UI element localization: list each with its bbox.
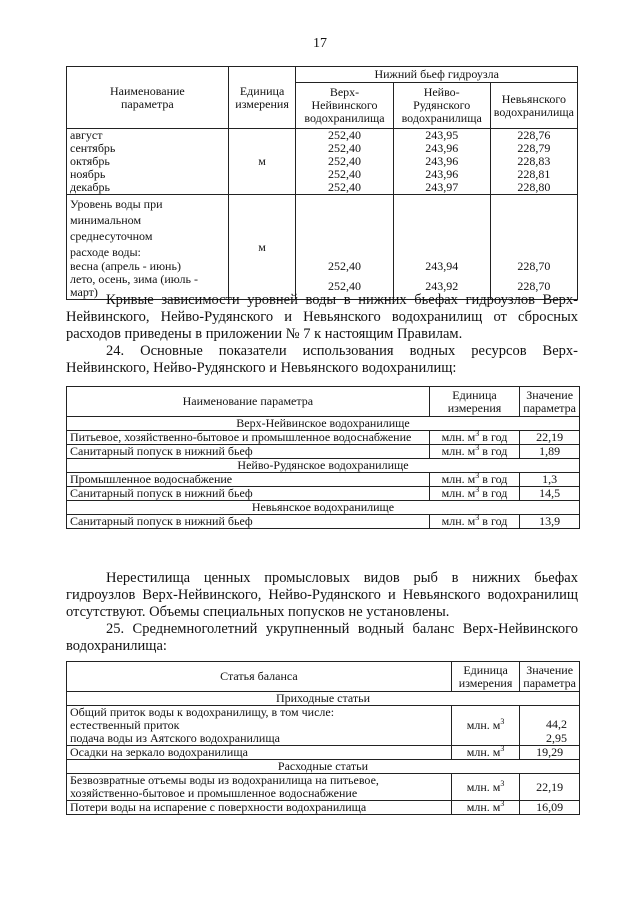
header-verkh-neyvinsky: Верх- Нейвинского водохранилища (296, 83, 393, 129)
unit-cell: млн. $м^3$ в год (429, 473, 520, 487)
row-label: октябрь (67, 155, 229, 168)
minimum-flow-rows (67, 195, 578, 300)
inflow-label: Общий приток воды к водохранилищу, в том числе: естественный приток подача воды из Аятского водохранилища (67, 706, 452, 746)
value-cell: 243,96 (393, 155, 490, 168)
value-cell: 243,96 (393, 142, 490, 155)
section-verkh-neyvinskoe: Верх-Нейвинское водохранилище (67, 417, 580, 431)
section-neyvo-rudyanskoe: Нейво-Рудянское водохранилище (67, 459, 580, 473)
header-parameter: Наименование параметра (67, 67, 229, 129)
table-row (67, 155, 578, 168)
table-row (67, 142, 578, 155)
value-cell: 228,76 (490, 129, 577, 143)
paragraph-24: 24. Основные показатели использования водных ресурсов Верх-Нейвинского, Нейво-Рудянского и Невьянского водохранилищ: (66, 343, 578, 376)
water-use-table (66, 386, 580, 529)
value-cell: 252,40 (296, 142, 393, 155)
row-label: Потери воды на испарение с поверхности водохранилища (67, 801, 452, 815)
value-cell: 252,40 (296, 273, 393, 300)
unit-cell: млн. $м^3$ (451, 801, 519, 815)
header-neyvo-rudyansky: Нейво- Рудянского водохранилища (393, 83, 490, 129)
table-row (67, 746, 580, 760)
value-cell: 243,95 (393, 129, 490, 143)
table-row (67, 473, 580, 487)
unit-cell: млн. $м^3$ в год (429, 445, 520, 459)
unit-cell: м (228, 129, 296, 195)
row-label: Санитарный попуск в нижний бьеф (67, 487, 430, 501)
header-nevyansky: Невьянского водохранилища (490, 83, 577, 129)
header-parameter: Наименование параметра (67, 387, 430, 417)
unit-cell: млн. $м^3$ в год (429, 487, 520, 501)
table-row (67, 706, 580, 746)
section-income: Приходные статьи (67, 692, 580, 706)
value-cell: 14,5 (520, 487, 580, 501)
table-row (67, 129, 578, 143)
value-cell: 19,29 (520, 746, 580, 760)
value-cell: 16,09 (520, 801, 580, 815)
header-unit: Единица измерения (429, 387, 520, 417)
water-balance-table (66, 661, 580, 815)
paragraph-curves: Кривые зависимости уровней воды в нижних бьефах гидроузлов Верх-Нейвинского, Нейво-Рудянского и Невьянского водохранилищ от сбросных расходов приведены в приложении № 7 к настоящим Правилам. (66, 292, 578, 342)
value-cell: 243,97 (393, 181, 490, 195)
section-expense: Расходные статьи (67, 760, 580, 774)
row-label: сентябрь (67, 142, 229, 155)
table-row (67, 195, 578, 261)
header-value: Значение параметра (520, 662, 580, 692)
unit-cell: м (228, 195, 296, 300)
value-cell: 228,79 (490, 142, 577, 155)
row-label: Санитарный попуск в нижний бьеф (67, 445, 430, 459)
value-cell: 22,19 (520, 431, 580, 445)
header-downstream: Нижний бьеф гидроузла (296, 67, 578, 83)
natural-inflow-value: 44,2 (546, 717, 567, 731)
min-flow-label: Уровень воды при минимальном среднесуточном расходе воды: (67, 195, 229, 261)
value-cell: 228,81 (490, 168, 577, 181)
row-label: Безвозвратные отъемы воды из водохранилища на питьевое, хозяйственно-бытовое и промышленное водоснабжение (67, 774, 452, 801)
table-row (67, 168, 578, 181)
row-label: ноябрь (67, 168, 229, 181)
value-cell: 243,96 (393, 168, 490, 181)
value-cell: 252,40 (296, 168, 393, 181)
table-row (67, 181, 578, 195)
value-cell: 1,89 (520, 445, 580, 459)
water-levels-table (66, 66, 578, 300)
value-cell: 13,9 (520, 515, 580, 529)
unit-cell: млн. $м^3$ в год (429, 431, 520, 445)
value-cell: 252,40 (296, 181, 393, 195)
table-row (67, 487, 580, 501)
unit-cell: млн. $м^3$ (451, 746, 519, 760)
value-cell: 1,3 (520, 473, 580, 487)
ayat-supply-value: 2,95 (546, 731, 567, 745)
row-label: Промышленное водоснабжение (67, 473, 430, 487)
value-cell: 228,80 (490, 181, 577, 195)
header-unit: Единица измерения (451, 662, 519, 692)
table-row (67, 445, 580, 459)
paragraph-spawning: Нерестилища ценных промысловых видов рыб в нижних бьефах гидроузлов Верх-Нейвинского, Нейво-Рудянского и Невьянского водохранилищ отсутствуют. Объемы специальных попусков не установлены. (66, 570, 578, 620)
page-number: 17 (313, 36, 327, 51)
row-label: август (67, 129, 229, 143)
unit-cell: млн. $м^3$ в год (429, 515, 520, 529)
header-unit: Единица измерения (228, 67, 296, 129)
row-label: Осадки на зеркало водохранилища (67, 746, 452, 760)
value-cell: 22,19 (520, 774, 580, 801)
table-row (67, 431, 580, 445)
value-cell: 243,92 (393, 273, 490, 300)
row-label: Санитарный попуск в нижний бьеф (67, 515, 430, 529)
month-rows (67, 129, 578, 195)
paragraph-25: 25. Среднемноголетний укрупненный водный баланс Верх-Нейвинского водохранилища: (66, 621, 578, 654)
row-label: декабрь (67, 181, 229, 195)
header-value: Значение параметра (520, 387, 580, 417)
header-balance-item: Статья баланса (67, 662, 452, 692)
value-cell: 228,83 (490, 155, 577, 168)
table-row (67, 774, 580, 801)
row-label: весна (апрель - июнь) (67, 260, 229, 273)
value-cell: 243,94 (393, 260, 490, 273)
row-label: лето, осень, зима (июль - март) (67, 273, 229, 300)
value-cell: 228,70 (490, 260, 577, 273)
unit-cell: млн. $м^3$ (451, 774, 519, 801)
table-row (67, 515, 580, 529)
inflow-values (520, 706, 580, 746)
value-cell: 252,40 (296, 260, 393, 273)
value-cell: 252,40 (296, 155, 393, 168)
row-label: Питьевое, хозяйственно-бытовое и промышленное водоснабжение (67, 431, 430, 445)
table-row (67, 801, 580, 815)
value-cell: 252,40 (296, 129, 393, 143)
section-nevyanskoe: Невьянское водохранилище (67, 501, 580, 515)
unit-cell: млн. $м^3$ (451, 706, 519, 746)
value-cell: 228,70 (490, 273, 577, 300)
